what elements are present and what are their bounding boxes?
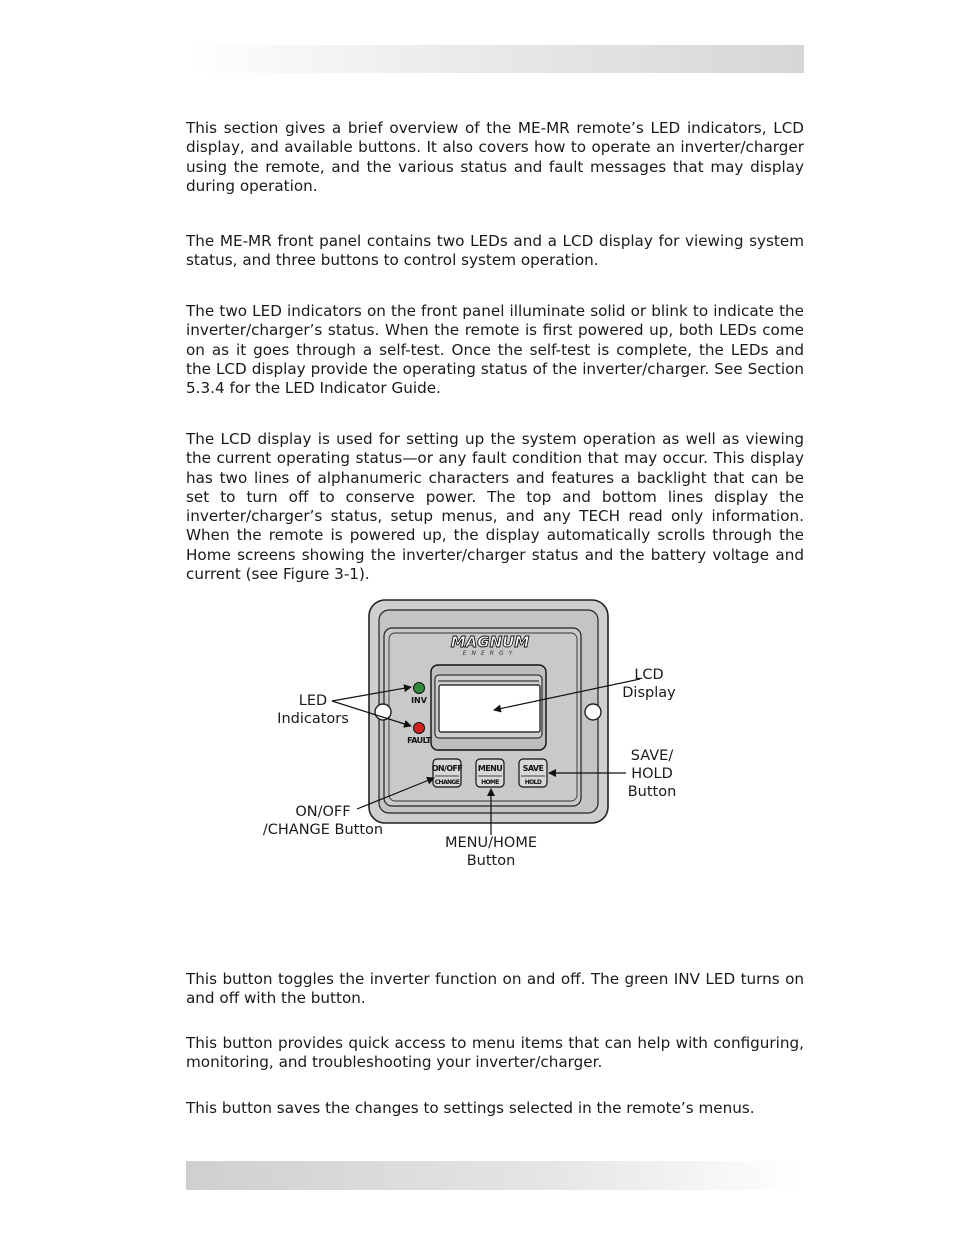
fault-led [414, 723, 425, 734]
save-paragraph: This button saves the changes to settings selected in the remote’s menus. [186, 1099, 755, 1117]
menu-paragraph: This button provides quick access to menu items that can help with configuring, monitoring, and troubleshooting your inverter/charger. [186, 1034, 804, 1072]
lcd-paragraph: The LCD display is used for setting up the system operation as well as viewing the current operating status—or any fault condition that may occur. This display has two lines of alphanumeric characters and features a backlight that can be set to turn off to conserve power. The top and bottom lines display the inverter/charger’s status, setup menus, and any TECH read only information. When the remote is powered up, the display automatically scrolls through the Home screens showing the inverter/charger status and the battery voltage and current (see Figure 3-1). [186, 430, 804, 584]
save-hold-callout: SAVE/ HOLD Button [627, 748, 677, 800]
logo-sub-text: ENERGY [462, 650, 518, 657]
led-paragraph: The two LED indicators on the front panel illuminate solid or blink to indicate the inverter/charger’s status. When the remote is first powered up, both LEDs come on as it goes through a self-test. Once the self-test is complete, the LEDs and the LCD display provide the operating status of the inverter/charger. See Section 5.3.4 for the LED Indicator Guide. [186, 302, 804, 398]
front-panel-paragraph: The ME-MR front panel contains two LEDs and a LCD display for viewing system status, and three buttons to control system operation. [186, 232, 804, 270]
mounting-hole-right [585, 704, 601, 720]
onoff-paragraph: This button toggles the inverter function on and off. The green INV LED turns on and off with the button. [186, 970, 804, 1008]
inv-led [414, 683, 425, 694]
onoff-change-button[interactable] [432, 759, 463, 787]
footer-bar [186, 1161, 804, 1190]
svg-text:SAVE: SAVE [522, 764, 544, 773]
onoff-change-callout: ON/OFF /CHANGE Button [262, 804, 384, 838]
remote-front-panel-figure [250, 595, 710, 875]
svg-text:HOLD: HOLD [524, 779, 542, 786]
led-indicators-callout: LED Indicators [277, 693, 349, 727]
logo-main-text: MAGNUM [450, 633, 530, 651]
svg-text:CHANGE: CHANGE [434, 779, 460, 786]
lcd-display-callout: LCD Display [622, 667, 676, 701]
svg-text:HOME: HOME [481, 779, 499, 786]
intro-paragraph: This section gives a brief overview of the ME-MR remote’s LED indicators, LCD display, and available buttons. It also covers how to operate an inverter/charger using the remote, and the various status and fault messages that may display during operation. [186, 119, 804, 195]
header-bar [186, 45, 804, 73]
inv-led-label: INV [411, 696, 427, 705]
save-hold-button[interactable] [519, 759, 547, 787]
menu-home-callout: MENU/HOME Button [444, 835, 537, 869]
svg-text:ON/OFF: ON/OFF [431, 764, 463, 773]
menu-home-button[interactable] [476, 759, 504, 787]
svg-text:MENU: MENU [477, 764, 503, 773]
fault-led-label: FAULT [407, 736, 431, 745]
lcd-screen [439, 685, 540, 732]
